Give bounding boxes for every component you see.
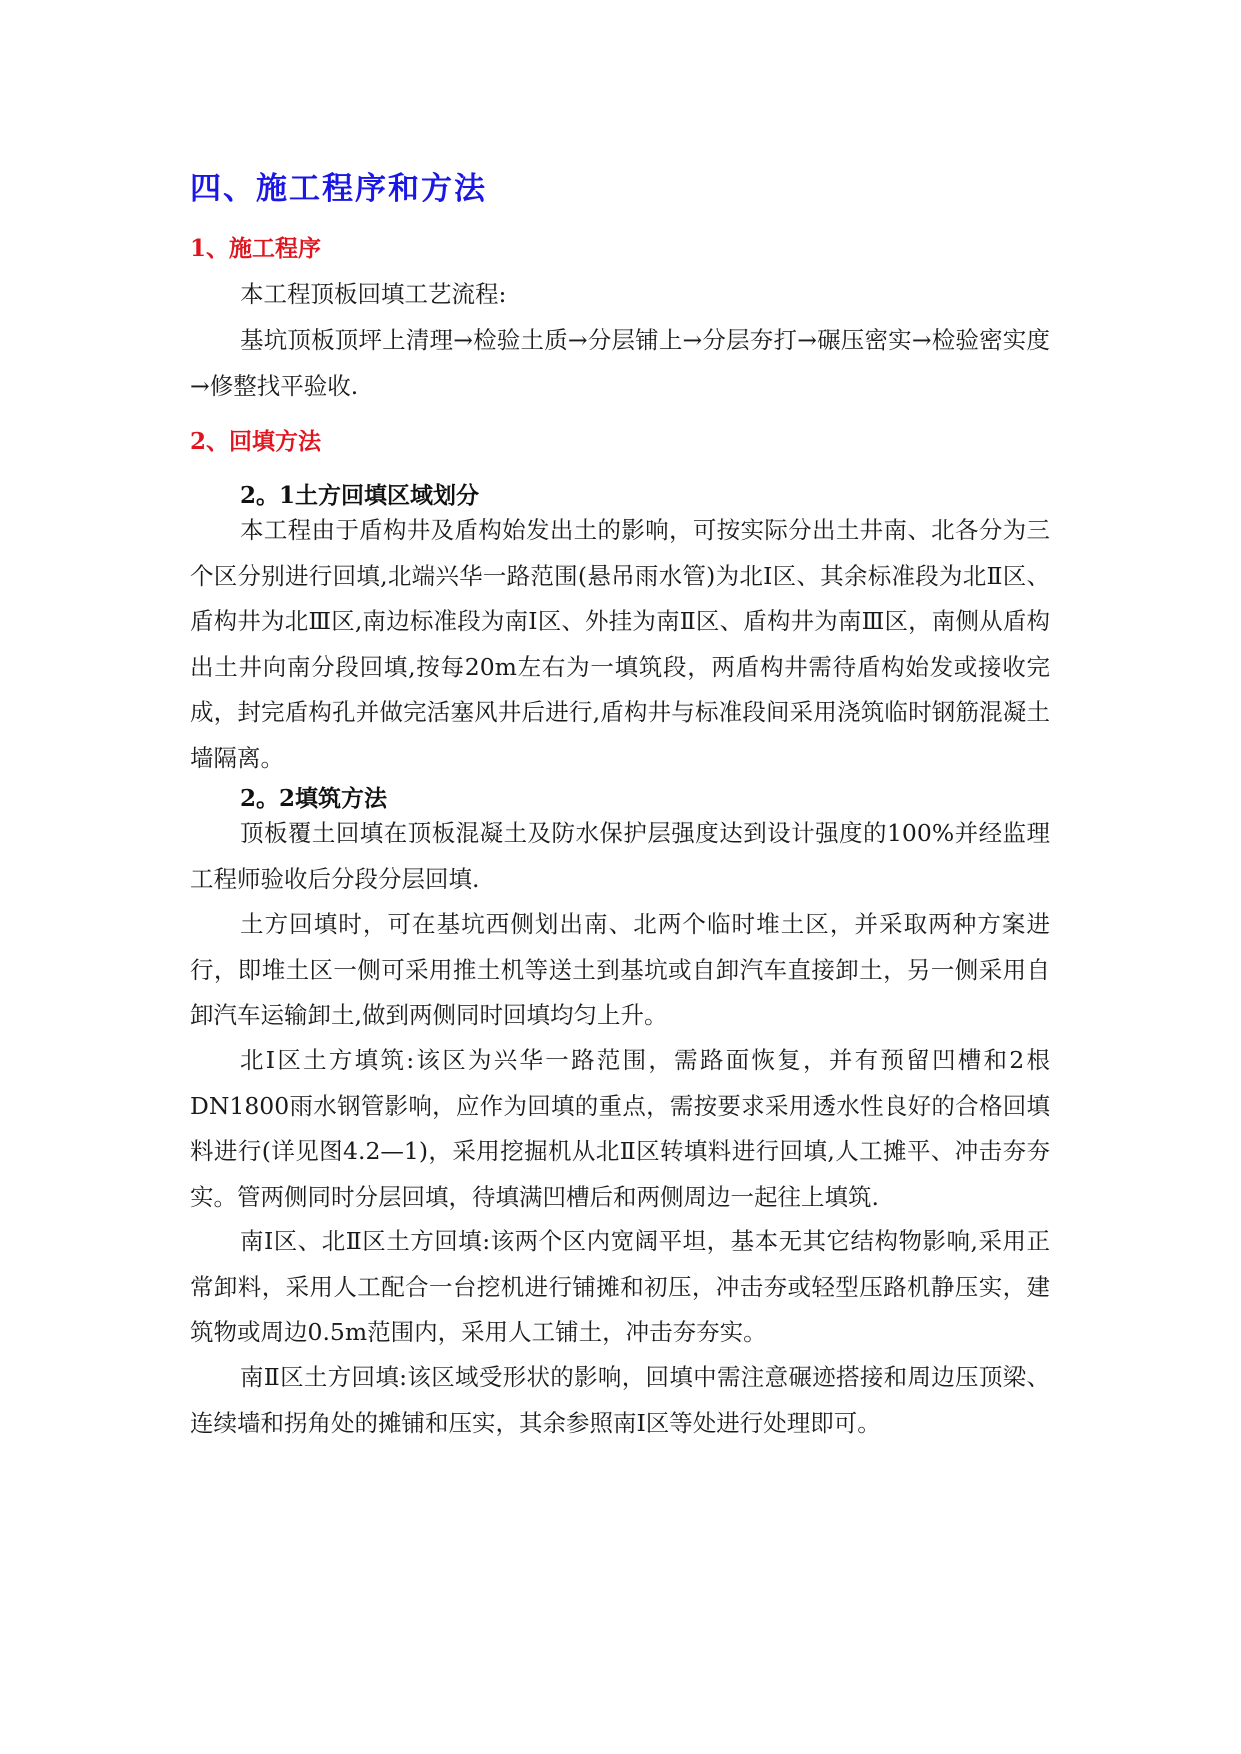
section-heading-procedure: 1、施工程序 bbox=[190, 235, 322, 262]
subsection-heading-zoning: 2。1土方回填区域划分 bbox=[240, 482, 480, 509]
paragraph-filling-condition: 顶板覆土回填在顶板混凝土及防水保护层强度达到设计强度的100%并经监理工程师验收后分段分层回填. bbox=[190, 819, 1050, 893]
section-heading-backfill-method: 2、回填方法 bbox=[190, 428, 322, 455]
subsection-heading-filling: 2。2填筑方法 bbox=[240, 785, 388, 812]
paragraph-north-zone-1: 北Ⅰ区土方填筑:该区为兴华一路范围，需路面恢复，并有预留凹槽和2根DN1800雨水钢管影响，应作为回填的重点，需按要求采用透水性良好的合格回填料进行(详见图4.2—1)，采用挖掘机从北Ⅱ区转填料进行回填,人工摊平、冲击夯夯实。管两侧同时分层回填，待填满凹槽后和两侧周边一起往上填筑. bbox=[190, 1046, 1050, 1211]
paragraph-zoning: 本工程由于盾构井及盾构始发出土的影响，可按实际分出土井南、北各分为三个区分别进行回填,北端兴华一路范围(悬吊雨水管)为北Ⅰ区、其余标准段为北Ⅱ区、盾构井为北Ⅲ区,南边标准段为南Ⅰ区、外挂为南Ⅱ区、盾构井为南Ⅲ区，南侧从盾构出土井向南分段回填,按每20m左右为一填筑段，两盾构井需待盾构始发或接收完成，封完盾构孔并做完活塞风井后进行,盾构井与标准段间采用浇筑临时钢筋混凝土墙隔离。 bbox=[190, 516, 1050, 772]
paragraph-south1-north2: 南Ⅰ区、北Ⅱ区土方回填:该两个区内宽阔平坦，基本无其它结构物影响,采用正常卸料，采用人工配合一台挖机进行铺摊和初压，冲击夯或轻型压路机静压实，建筑物或周边0.5m范围内，采用人工铺土，冲击夯夯实。 bbox=[190, 1227, 1050, 1346]
page-title: 四、施工程序和方法 bbox=[190, 171, 487, 207]
paragraph-filling-stockpile: 土方回填时，可在基坑西侧划出南、北两个临时堆土区，并采取两种方案进行，即堆土区一侧可采用推土机等送土到基坑或自卸汽车直接卸土，另一侧采用自卸汽车运输卸土,做到两侧同时回填均匀上升。 bbox=[190, 910, 1050, 1029]
paragraph-process-flow: 基坑顶板顶坪上清理→检验土质→分层铺上→分层夯打→碾压密实→检验密实度→修整找平验收. bbox=[190, 326, 1050, 400]
paragraph-process-intro: 本工程顶板回填工艺流程: bbox=[240, 280, 507, 308]
paragraph-south-zone-2: 南Ⅱ区土方回填:该区域受形状的影响，回填中需注意碾迹搭接和周边压顶梁、连续墙和拐角处的摊铺和压实，其余参照南Ⅰ区等处进行处理即可。 bbox=[190, 1363, 1050, 1437]
